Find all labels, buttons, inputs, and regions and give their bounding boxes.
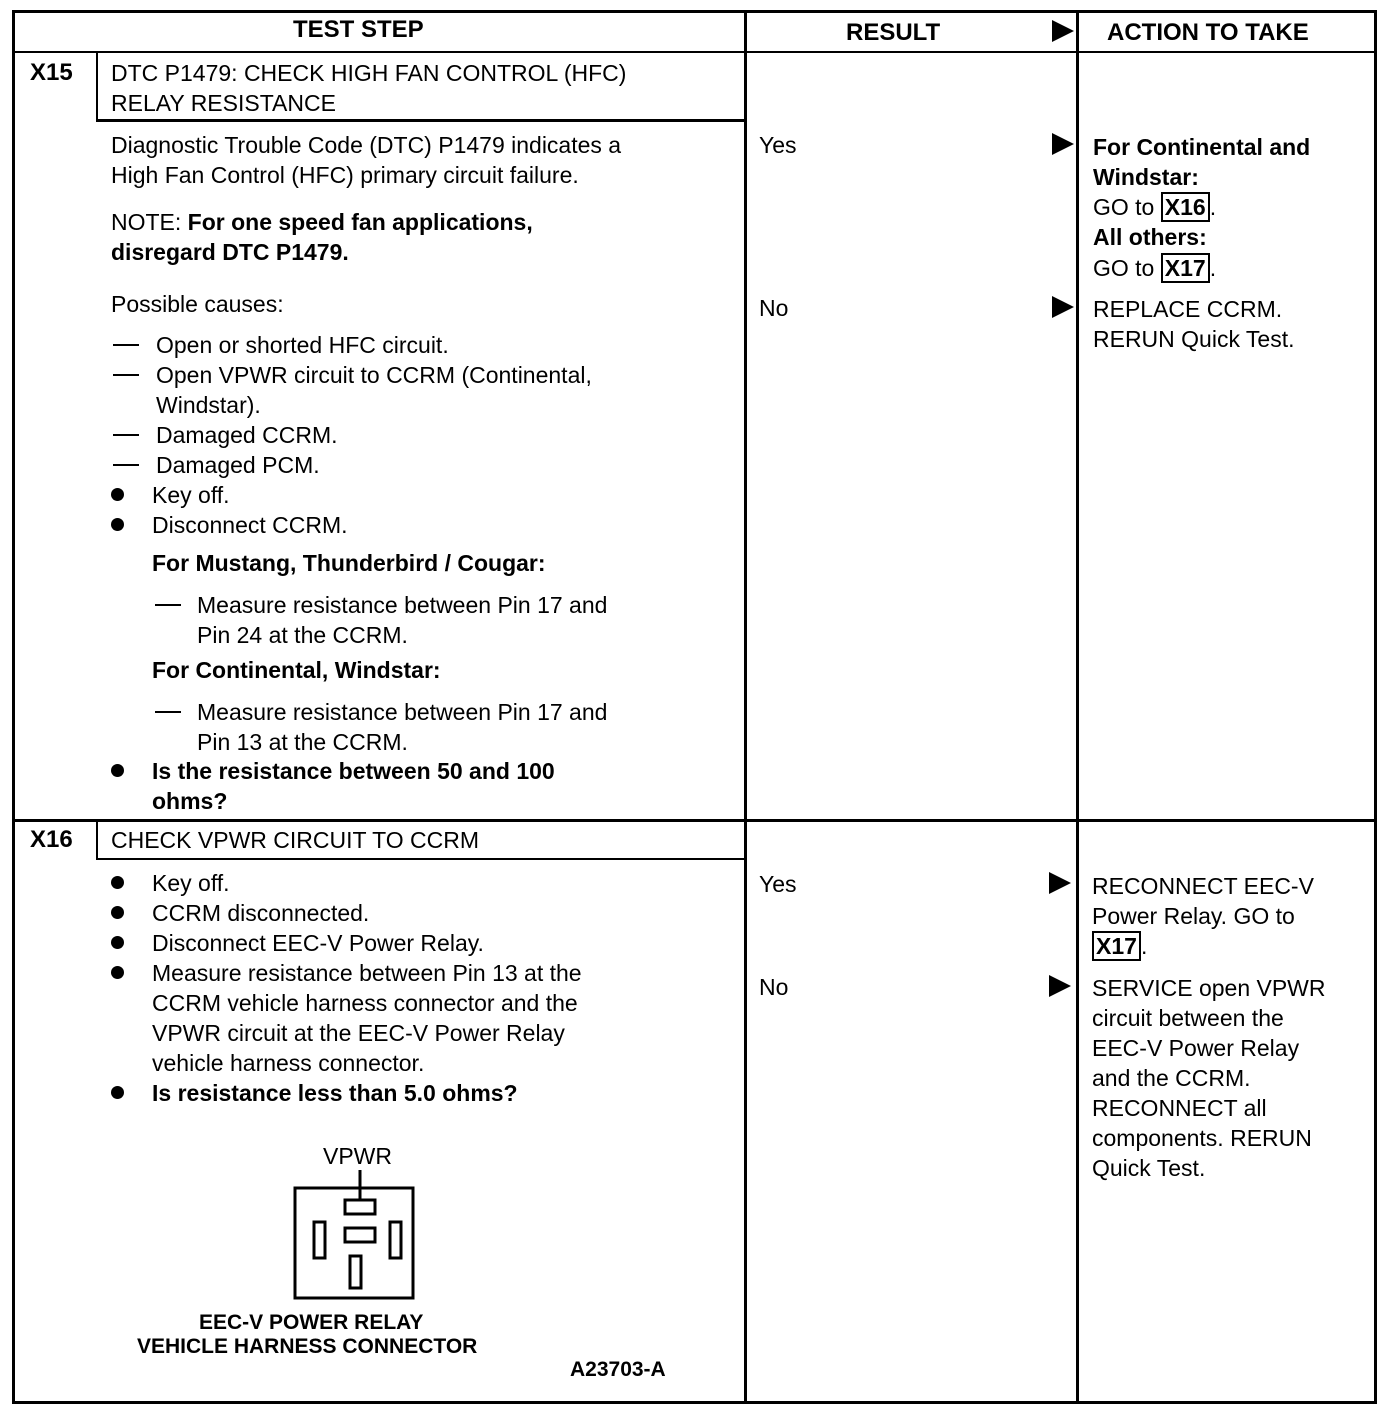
x16-result-yes: Yes <box>759 871 797 897</box>
x15-cause4: Damaged PCM. <box>156 452 320 478</box>
table-border-right <box>1374 10 1377 1404</box>
x15-result-yes: Yes <box>759 132 797 158</box>
x15-mustang-line1: Measure resistance between Pin 17 and <box>197 592 608 618</box>
x15-continental-line1: Measure resistance between Pin 17 and <box>197 699 608 725</box>
x16-step2: CCRM disconnected. <box>152 900 370 926</box>
x16-step-id: X16 <box>30 826 73 853</box>
header-test-step: TEST STEP <box>293 16 424 43</box>
x15-no-action-line2: RERUN Quick Test. <box>1093 326 1295 352</box>
table-border-bottom <box>13 1401 1377 1404</box>
result-arrow-icon <box>1052 296 1074 318</box>
x15-continental-label: For Continental, Windstar: <box>152 657 441 683</box>
dash-icon <box>113 464 139 466</box>
x16-no-action-line5: RECONNECT all <box>1092 1095 1267 1121</box>
header-arrow-icon <box>1052 20 1074 42</box>
x15-yes-goto1 <box>1093 192 1216 222</box>
x15-yes-others: All others: <box>1093 224 1207 250</box>
x16-yes-action-line2: Power Relay. GO to <box>1092 903 1295 929</box>
bullet-icon <box>111 1086 124 1099</box>
x15-no-action-line1: REPLACE CCRM. <box>1093 296 1283 322</box>
x15-note-line1 <box>111 207 533 237</box>
x16-step4-line4: vehicle harness connector. <box>152 1050 425 1076</box>
dash-icon <box>155 604 181 606</box>
result-arrow-icon <box>1052 133 1074 155</box>
bullet-icon <box>111 906 124 919</box>
dash-icon <box>113 374 139 376</box>
x15-cause2-line1: Open VPWR circuit to CCRM (Continental, <box>156 362 592 388</box>
x15-step2: Disconnect CCRM. <box>152 512 348 538</box>
dash-icon <box>155 711 181 713</box>
x16-no-action-line4: and the CCRM. <box>1092 1065 1251 1091</box>
result-arrow-icon <box>1049 975 1071 997</box>
x16-id-divider <box>96 821 98 859</box>
relay-connector-diagram <box>290 1170 420 1305</box>
goto-prefix: GO to <box>1093 255 1161 281</box>
step-ref-x16[interactable]: X16 <box>1161 192 1210 222</box>
diagram-caption-line2: VEHICLE HARNESS CONNECTOR <box>137 1335 478 1358</box>
x16-step4-line2: CCRM vehicle harness connector and the <box>152 990 578 1016</box>
x16-title: CHECK VPWR CIRCUIT TO CCRM <box>111 827 480 853</box>
x16-yes-action-line1: RECONNECT EEC-V <box>1092 873 1314 899</box>
period: . <box>1209 255 1217 281</box>
bullet-icon <box>111 876 124 889</box>
x15-desc-line2: High Fan Control (HFC) primary circuit failure. <box>111 162 579 188</box>
diagram-caption-line1: EEC-V POWER RELAY <box>199 1311 424 1334</box>
x16-title-divider <box>96 858 746 860</box>
x15-result-no: No <box>759 295 789 321</box>
x16-no-action-line3: EEC-V Power Relay <box>1092 1035 1300 1061</box>
bullet-icon <box>111 764 124 777</box>
bullet-icon <box>111 488 124 501</box>
table-border-top <box>13 10 1377 13</box>
x16-no-action-line2: circuit between the <box>1092 1005 1284 1031</box>
x15-step-id: X15 <box>30 59 73 86</box>
x16-step4-line1: Measure resistance between Pin 13 at the <box>152 960 582 986</box>
table-border-left <box>12 10 15 1404</box>
x15-yes-goto2 <box>1093 253 1216 283</box>
x15-desc-line1: Diagnostic Trouble Code (DTC) P1479 indicates a <box>111 132 622 158</box>
x16-step4-line3: VPWR circuit at the EEC-V Power Relay <box>152 1020 565 1046</box>
dash-icon <box>113 434 139 436</box>
x16-question: Is resistance less than 5.0 ohms? <box>152 1080 518 1106</box>
period: . <box>1140 933 1148 959</box>
bullet-icon <box>111 966 124 979</box>
x15-question-line2: ohms? <box>152 788 228 814</box>
x15-note-text1: For one speed fan applications, <box>187 209 533 235</box>
x15-title-line1: DTC P1479: CHECK HIGH FAN CONTROL (HFC) <box>111 60 627 86</box>
x16-yes-action-line3 <box>1092 931 1147 961</box>
x15-cause3: Damaged CCRM. <box>156 422 338 448</box>
x16-top-divider <box>13 819 1377 822</box>
period: . <box>1209 194 1217 220</box>
x15-note-line2: disregard DTC P1479. <box>111 239 349 265</box>
figure-id: A23703-A <box>570 1358 666 1381</box>
header-result: RESULT <box>846 19 941 46</box>
x15-step1: Key off. <box>152 482 230 508</box>
x15-note-prefix: NOTE: <box>111 209 188 235</box>
result-arrow-icon <box>1049 872 1071 894</box>
step-ref-x17[interactable]: X17 <box>1092 931 1141 961</box>
diagram-vpwr-label: VPWR <box>323 1143 392 1169</box>
column-divider-result <box>744 10 747 1404</box>
x15-continental-line2: Pin 13 at the CCRM. <box>197 729 408 755</box>
x15-mustang-label: For Mustang, Thunderbird / Cougar: <box>152 550 546 576</box>
x15-yes-action-line2: Windstar: <box>1093 164 1199 190</box>
x16-step3: Disconnect EEC-V Power Relay. <box>152 930 484 956</box>
header-divider <box>13 51 1377 53</box>
bullet-icon <box>111 518 124 531</box>
x16-result-no: No <box>759 974 789 1000</box>
x15-title-divider <box>96 119 746 122</box>
step-ref-x17[interactable]: X17 <box>1161 253 1210 283</box>
dash-icon <box>113 344 139 346</box>
x15-cause1: Open or shorted HFC circuit. <box>156 332 449 358</box>
x15-yes-action-line1: For Continental and <box>1093 134 1311 160</box>
bullet-icon <box>111 936 124 949</box>
column-divider-action <box>1076 10 1079 1404</box>
x16-no-action-line7: Quick Test. <box>1092 1155 1206 1181</box>
x15-causes-label: Possible causes: <box>111 291 284 317</box>
x15-cause2-line2: Windstar). <box>156 392 261 418</box>
x15-mustang-line2: Pin 24 at the CCRM. <box>197 622 408 648</box>
x16-no-action-line1: SERVICE open VPWR <box>1092 975 1326 1001</box>
header-action-to-take: ACTION TO TAKE <box>1107 19 1309 46</box>
x16-no-action-line6: components. RERUN <box>1092 1125 1312 1151</box>
goto-prefix: GO to <box>1093 194 1161 220</box>
x15-id-divider <box>96 53 98 121</box>
x15-title-line2: RELAY RESISTANCE <box>111 90 336 116</box>
x16-step1: Key off. <box>152 870 230 896</box>
x15-question-line1: Is the resistance between 50 and 100 <box>152 758 555 784</box>
